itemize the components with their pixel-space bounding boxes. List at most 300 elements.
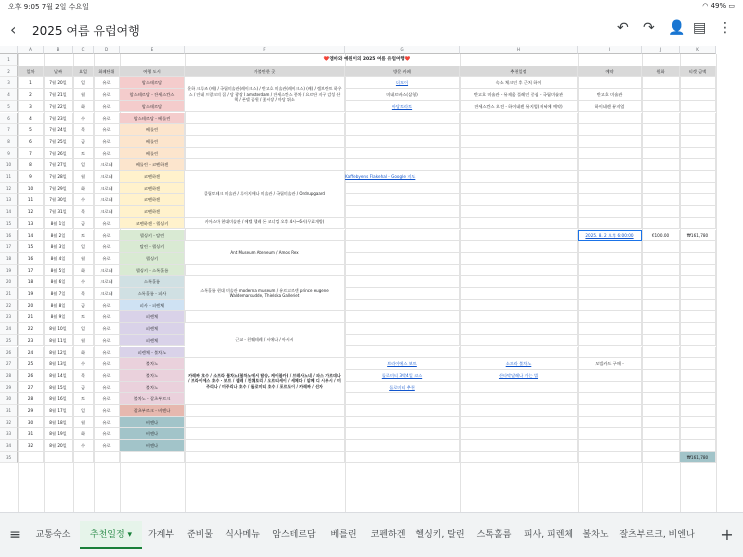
row-number[interactable]: 24: [0, 323, 18, 335]
city-cell[interactable]: 암스테르담 - 베를린: [120, 113, 185, 125]
row-number[interactable]: 2: [0, 66, 18, 78]
day-cell[interactable]: 22: [18, 323, 44, 335]
table-cell[interactable]: [642, 393, 680, 405]
currency-cell[interactable]: 크로네: [94, 194, 120, 206]
reservation-cell[interactable]: 모빌카드 구매 -: [578, 358, 642, 370]
table-cell[interactable]: [642, 382, 680, 394]
row-number[interactable]: 27: [0, 358, 18, 370]
currency-cell[interactable]: 크로네: [94, 276, 120, 288]
row-number[interactable]: 12: [0, 183, 18, 195]
table-cell[interactable]: [94, 452, 120, 464]
table-cell[interactable]: [185, 405, 345, 417]
row-number[interactable]: 18: [0, 253, 18, 265]
date-cell[interactable]: 7월 24일: [44, 124, 73, 136]
table-cell[interactable]: [642, 288, 680, 300]
row-number[interactable]: 9: [0, 148, 18, 160]
day-cell[interactable]: 26: [18, 370, 44, 382]
table-cell[interactable]: [642, 265, 680, 277]
day-cell[interactable]: 17: [18, 265, 44, 277]
table-cell[interactable]: [345, 288, 460, 300]
day-cell[interactable]: 11: [18, 194, 44, 206]
sheet-tab[interactable]: 피사, 피렌체: [523, 530, 574, 540]
day-cell[interactable]: 30: [18, 417, 44, 429]
weekday-cell[interactable]: 수: [73, 113, 94, 125]
table-cell[interactable]: [642, 276, 680, 288]
table-cell[interactable]: [642, 89, 680, 101]
table-cell[interactable]: [185, 136, 345, 148]
date-cell[interactable]: 8월 8일: [44, 300, 73, 312]
table-cell[interactable]: [460, 393, 578, 405]
day-cell[interactable]: 13: [18, 218, 44, 230]
table-cell[interactable]: [642, 417, 680, 429]
table-cell[interactable]: [578, 206, 642, 218]
day-cell[interactable]: 23: [18, 335, 44, 347]
table-cell[interactable]: [680, 370, 716, 382]
table-cell[interactable]: [345, 230, 460, 242]
weekday-cell[interactable]: 화: [73, 428, 94, 440]
table-cell[interactable]: [460, 194, 578, 206]
date-cell[interactable]: 8월 10일: [44, 323, 73, 335]
table-cell[interactable]: [345, 159, 460, 171]
table-cell[interactable]: [578, 253, 642, 265]
table-cell[interactable]: [185, 452, 345, 464]
table-cell[interactable]: [642, 370, 680, 382]
row-number[interactable]: 6: [0, 113, 18, 125]
table-cell[interactable]: [345, 241, 460, 253]
table-cell[interactable]: [460, 218, 578, 230]
table-cell[interactable]: [460, 323, 578, 335]
table-cell[interactable]: [345, 393, 460, 405]
city-cell[interactable]: 암스테르담: [120, 101, 185, 113]
table-cell[interactable]: [460, 405, 578, 417]
table-cell[interactable]: [680, 428, 716, 440]
currency-cell[interactable]: 유로: [94, 382, 120, 394]
currency-cell[interactable]: 유로: [94, 323, 120, 335]
date-cell[interactable]: 8월 18일: [44, 417, 73, 429]
table-cell[interactable]: [680, 148, 716, 160]
table-cell[interactable]: [680, 405, 716, 417]
date-cell[interactable]: 7월 27일: [44, 159, 73, 171]
row-number[interactable]: 28: [0, 370, 18, 382]
column-header-g[interactable]: G: [345, 46, 460, 54]
weekday-cell[interactable]: 월: [73, 253, 94, 265]
day-cell[interactable]: 8: [18, 159, 44, 171]
places-florence[interactable]: 근교 - 친퀘테레 / 시에나 / 아시시: [185, 323, 345, 358]
table-cell[interactable]: [460, 124, 578, 136]
sheet-tab[interactable]: 교통숙소: [35, 530, 71, 540]
table-cell[interactable]: [185, 230, 345, 242]
sheet-tab[interactable]: 스톡홀름: [476, 530, 512, 540]
cafe-cell[interactable]: 미네르바스(삼청): [345, 89, 460, 101]
table-cell[interactable]: [578, 311, 642, 323]
date-cell[interactable]: 8월 15일: [44, 382, 73, 394]
currency-cell[interactable]: 유로: [94, 300, 120, 312]
table-cell[interactable]: [642, 347, 680, 359]
row-number[interactable]: 17: [0, 241, 18, 253]
date-cell[interactable]: 8월 4일: [44, 253, 73, 265]
day-cell[interactable]: 31: [18, 428, 44, 440]
table-cell[interactable]: [642, 335, 680, 347]
city-cell[interactable]: 잘츠부르크 - 비엔나: [120, 405, 185, 417]
table-cell[interactable]: [578, 218, 642, 230]
row-number[interactable]: 19: [0, 265, 18, 277]
currency-cell[interactable]: 유로: [94, 113, 120, 125]
currency-cell[interactable]: 유로: [94, 440, 120, 452]
date-cell[interactable]: 7월 31일: [44, 206, 73, 218]
date-cell[interactable]: 7월 20일: [44, 77, 73, 89]
table-cell[interactable]: [345, 124, 460, 136]
city-cell[interactable]: 코펜하겐: [120, 206, 185, 218]
table-cell[interactable]: [185, 428, 345, 440]
total-cell[interactable]: ₩161,780: [680, 452, 716, 464]
table-cell[interactable]: [460, 276, 578, 288]
table-cell[interactable]: [345, 417, 460, 429]
currency-cell[interactable]: 유로: [94, 358, 120, 370]
day-cell[interactable]: 1: [18, 77, 44, 89]
sheet-tab[interactable]: 볼차노: [582, 530, 609, 540]
row-number[interactable]: 31: [0, 405, 18, 417]
table-cell[interactable]: [680, 393, 716, 405]
table-cell[interactable]: [345, 440, 460, 452]
table-cell[interactable]: [345, 452, 460, 464]
city-cell[interactable]: 암스테르담: [120, 77, 185, 89]
table-cell[interactable]: [680, 253, 716, 265]
undo-icon[interactable]: ↶: [617, 20, 629, 36]
table-header[interactable]: 원화: [642, 66, 680, 78]
city-cell[interactable]: 베를린: [120, 124, 185, 136]
weekday-cell[interactable]: 일: [73, 323, 94, 335]
table-cell[interactable]: [185, 113, 345, 125]
currency-cell[interactable]: 유로: [94, 393, 120, 405]
table-cell[interactable]: [345, 218, 460, 230]
weekday-cell[interactable]: 수: [73, 440, 94, 452]
city-cell[interactable]: 헬싱키 - 스톡홀름: [120, 265, 185, 277]
cafe-link[interactable]: 브라이에스 보트: [345, 358, 460, 370]
weekday-cell[interactable]: 토: [73, 311, 94, 323]
table-cell[interactable]: [578, 370, 642, 382]
city-cell[interactable]: 볼차노: [120, 358, 185, 370]
weekday-cell[interactable]: 월: [73, 171, 94, 183]
table-cell[interactable]: [460, 113, 578, 125]
currency-cell[interactable]: 유로: [94, 148, 120, 160]
date-cell[interactable]: 7월 23일: [44, 113, 73, 125]
city-cell[interactable]: 비엔나: [120, 440, 185, 452]
date-cell[interactable]: 7월 22일: [44, 101, 73, 113]
table-cell[interactable]: [578, 124, 642, 136]
sheet-tab[interactable]: 헬싱키, 탈린: [415, 530, 465, 540]
date-cell[interactable]: 8월 16일: [44, 393, 73, 405]
date-cell[interactable]: 8월 17일: [44, 405, 73, 417]
table-cell[interactable]: [680, 124, 716, 136]
table-cell[interactable]: [642, 183, 680, 195]
sheet-tab[interactable]: 추천일정 ▾: [80, 521, 142, 549]
currency-cell[interactable]: 유로: [94, 428, 120, 440]
table-cell[interactable]: [680, 218, 716, 230]
date-cell[interactable]: 8월 3일: [44, 241, 73, 253]
table-cell[interactable]: [642, 206, 680, 218]
currency-cell[interactable]: 유로: [94, 218, 120, 230]
sheet-tab[interactable]: 식사메뉴: [225, 530, 260, 540]
row-number[interactable]: 35: [0, 452, 18, 464]
add-sheet-icon[interactable]: +: [720, 525, 734, 544]
weekday-cell[interactable]: 일: [73, 159, 94, 171]
table-cell[interactable]: [345, 311, 460, 323]
krw-cell[interactable]: ₩161,780: [680, 230, 716, 242]
table-cell[interactable]: [460, 300, 578, 312]
row-number[interactable]: 34: [0, 440, 18, 452]
city-cell[interactable]: 비엔나: [120, 428, 185, 440]
table-header[interactable]: 요일: [73, 66, 94, 78]
date-cell[interactable]: 7월 30일: [44, 194, 73, 206]
table-cell[interactable]: [642, 253, 680, 265]
weekday-cell[interactable]: 월: [73, 417, 94, 429]
table-cell[interactable]: [680, 194, 716, 206]
table-cell[interactable]: [578, 265, 642, 277]
table-cell[interactable]: [680, 171, 716, 183]
table-cell[interactable]: [185, 148, 345, 160]
currency-cell[interactable]: 유로: [94, 124, 120, 136]
weekday-cell[interactable]: 목: [73, 370, 94, 382]
table-cell[interactable]: [460, 241, 578, 253]
row-number[interactable]: 25: [0, 335, 18, 347]
column-header-i[interactable]: I: [578, 46, 642, 54]
date-cell[interactable]: 8월 14일: [44, 370, 73, 382]
table-cell[interactable]: [460, 265, 578, 277]
recommend-cell[interactable]: 잔세스칸스 오전 - 하이네켄 뮤지엄(저녁에 예약): [460, 101, 578, 113]
currency-cell[interactable]: 유로: [94, 101, 120, 113]
day-cell[interactable]: 9: [18, 171, 44, 183]
date-cell[interactable]: 7월 28일: [44, 171, 73, 183]
table-cell[interactable]: [345, 276, 460, 288]
day-cell[interactable]: 3: [18, 101, 44, 113]
currency-cell[interactable]: 크로네: [94, 183, 120, 195]
weekday-cell[interactable]: 목: [73, 124, 94, 136]
table-cell[interactable]: [460, 159, 578, 171]
table-cell[interactable]: [460, 440, 578, 452]
city-cell[interactable]: 피렌체: [120, 323, 185, 335]
city-cell[interactable]: 볼차노: [120, 382, 185, 394]
table-cell[interactable]: [642, 136, 680, 148]
table-cell[interactable]: [345, 136, 460, 148]
table-cell[interactable]: [578, 159, 642, 171]
sheet-tab[interactable]: 잘츠부르크, 비엔나: [619, 530, 695, 540]
add-person-icon[interactable]: 👤: [668, 20, 686, 36]
table-cell[interactable]: [73, 452, 94, 464]
table-cell[interactable]: [460, 253, 578, 265]
table-cell[interactable]: [578, 393, 642, 405]
table-cell[interactable]: [680, 417, 716, 429]
city-cell[interactable]: 피렌체 - 볼차노: [120, 347, 185, 359]
table-cell[interactable]: [345, 300, 460, 312]
reservation-cell[interactable]: 반고흐 미술관: [578, 89, 642, 101]
table-cell[interactable]: [460, 428, 578, 440]
table-cell[interactable]: [345, 194, 460, 206]
table-header[interactable]: 날짜: [44, 66, 73, 78]
table-header[interactable]: 화폐단위: [94, 66, 120, 78]
table-cell[interactable]: [345, 347, 460, 359]
reservation-link[interactable]: 2025. 8. 2 오후 6:00:00: [578, 230, 642, 242]
day-cell[interactable]: 15: [18, 241, 44, 253]
table-cell[interactable]: [120, 452, 185, 464]
weekday-cell[interactable]: 화: [73, 101, 94, 113]
table-cell[interactable]: [345, 428, 460, 440]
table-header[interactable]: 가볼만한 곳: [185, 66, 345, 78]
row-number[interactable]: 29: [0, 382, 18, 394]
select-all-corner[interactable]: [0, 46, 18, 54]
row-number[interactable]: 14: [0, 206, 18, 218]
more-icon[interactable]: ⋮: [718, 20, 732, 36]
table-cell[interactable]: [460, 311, 578, 323]
city-cell[interactable]: 코펜하겐: [120, 183, 185, 195]
recommend-cell[interactable]: 숙소 체크인 후 근처 하이: [460, 77, 578, 89]
table-cell[interactable]: [680, 159, 716, 171]
table-cell[interactable]: [642, 218, 680, 230]
table-header[interactable]: 일차: [18, 66, 44, 78]
recommend-link[interactable]: 소프라 볼차노: [460, 358, 578, 370]
city-cell[interactable]: 베를린: [120, 148, 185, 160]
date-cell[interactable]: 8월 13일: [44, 358, 73, 370]
weekday-cell[interactable]: 토: [73, 148, 94, 160]
table-cell[interactable]: [185, 417, 345, 429]
table-cell[interactable]: [680, 335, 716, 347]
date-cell[interactable]: 8월 7일: [44, 288, 73, 300]
table-cell[interactable]: [460, 148, 578, 160]
sheet-tab[interactable]: 준비물: [186, 530, 214, 540]
weekday-cell[interactable]: 월: [73, 335, 94, 347]
weekday-cell[interactable]: 목: [73, 206, 94, 218]
weekday-cell[interactable]: 일: [73, 241, 94, 253]
table-cell[interactable]: [642, 171, 680, 183]
table-cell[interactable]: [578, 113, 642, 125]
places-helsinki[interactable]: 키아스마 현대미술관 / 에텔 헬레 돈 코너킹 오후 4시~6시(무료개방): [185, 218, 345, 230]
cafe-link[interactable]: Kaffebyens Flakehal - Google 지도: [345, 171, 460, 183]
table-cell[interactable]: [642, 113, 680, 125]
table-cell[interactable]: [44, 452, 73, 464]
places-stockholm[interactable]: 스톡홀름 현대 미술관 moderna museum / 유르고르덴 prince eugene Waldemarsudde, Thielska Galleriet: [185, 276, 345, 311]
column-header-k[interactable]: K: [680, 46, 716, 54]
currency-cell[interactable]: 유로: [94, 417, 120, 429]
day-cell[interactable]: 27: [18, 382, 44, 394]
day-cell[interactable]: 7: [18, 148, 44, 160]
table-cell[interactable]: [680, 101, 716, 113]
city-cell[interactable]: 암스테르담 - 잔세스칸스: [120, 89, 185, 101]
table-cell[interactable]: [578, 417, 642, 429]
row-number[interactable]: 22: [0, 300, 18, 312]
column-header-b[interactable]: B: [44, 46, 73, 54]
table-cell[interactable]: [642, 101, 680, 113]
weekday-cell[interactable]: 월: [73, 89, 94, 101]
city-cell[interactable]: 베를린 - 코펜하겐: [120, 159, 185, 171]
table-cell[interactable]: [680, 288, 716, 300]
date-cell[interactable]: 8월 6일: [44, 276, 73, 288]
currency-cell[interactable]: 유로: [94, 253, 120, 265]
row-number[interactable]: 13: [0, 194, 18, 206]
day-cell[interactable]: 16: [18, 253, 44, 265]
row-number[interactable]: 21: [0, 288, 18, 300]
currency-cell[interactable]: 유로: [94, 335, 120, 347]
table-cell[interactable]: [578, 405, 642, 417]
column-header-a[interactable]: A: [18, 46, 44, 54]
row-number[interactable]: 23: [0, 311, 18, 323]
table-cell[interactable]: [578, 347, 642, 359]
table-cell[interactable]: [345, 148, 460, 160]
table-cell[interactable]: [185, 311, 345, 323]
day-cell[interactable]: 14: [18, 230, 44, 242]
row-number[interactable]: 16: [0, 230, 18, 242]
day-cell[interactable]: 21: [18, 311, 44, 323]
day-cell[interactable]: 19: [18, 288, 44, 300]
column-header-d[interactable]: D: [94, 46, 120, 54]
cafe-link[interactable]: 아담토라토: [345, 101, 460, 113]
currency-cell[interactable]: 유로: [94, 241, 120, 253]
table-cell[interactable]: [578, 77, 642, 89]
table-cell[interactable]: [578, 241, 642, 253]
currency-cell[interactable]: 크로네: [94, 171, 120, 183]
table-header[interactable]: 티켓 금액: [680, 66, 716, 78]
day-cell[interactable]: 24: [18, 347, 44, 359]
city-cell[interactable]: 볼차노: [120, 370, 185, 382]
table-cell[interactable]: [680, 113, 716, 125]
date-cell[interactable]: 8월 11일: [44, 335, 73, 347]
weekday-cell[interactable]: 토: [73, 393, 94, 405]
date-cell[interactable]: 7월 29일: [44, 183, 73, 195]
table-cell[interactable]: [578, 300, 642, 312]
weekday-cell[interactable]: 일: [73, 405, 94, 417]
weekday-cell[interactable]: 금: [73, 218, 94, 230]
currency-cell[interactable]: 유로: [94, 370, 120, 382]
city-cell[interactable]: 스톡홀름: [120, 276, 185, 288]
table-cell[interactable]: [642, 428, 680, 440]
currency-cell[interactable]: 유로: [94, 77, 120, 89]
weekday-cell[interactable]: 화: [73, 183, 94, 195]
table-cell[interactable]: [185, 124, 345, 136]
table-cell[interactable]: [680, 440, 716, 452]
date-cell[interactable]: 7월 26일: [44, 148, 73, 160]
table-cell[interactable]: [578, 276, 642, 288]
row-number[interactable]: 5: [0, 101, 18, 113]
table-header[interactable]: 추천일정: [460, 66, 578, 78]
table-cell[interactable]: [680, 311, 716, 323]
table-cell[interactable]: [642, 311, 680, 323]
day-cell[interactable]: 32: [18, 440, 44, 452]
doc-title[interactable]: 2025 여름 유럽여행: [32, 24, 140, 38]
table-cell[interactable]: [642, 405, 680, 417]
date-cell[interactable]: 8월 12일: [44, 347, 73, 359]
table-cell[interactable]: [578, 323, 642, 335]
table-cell[interactable]: [185, 265, 345, 277]
day-cell[interactable]: 5: [18, 124, 44, 136]
row-number[interactable]: 33: [0, 428, 18, 440]
weekday-cell[interactable]: 금: [73, 136, 94, 148]
currency-cell[interactable]: 크로네: [94, 159, 120, 171]
currency-cell[interactable]: 유로: [94, 89, 120, 101]
weekday-cell[interactable]: 금: [73, 300, 94, 312]
euro-cell[interactable]: €100.00: [642, 230, 680, 242]
table-cell[interactable]: [642, 194, 680, 206]
table-cell[interactable]: [642, 124, 680, 136]
weekday-cell[interactable]: 수: [73, 276, 94, 288]
table-cell[interactable]: [578, 194, 642, 206]
table-cell[interactable]: [578, 428, 642, 440]
table-cell[interactable]: [680, 77, 716, 89]
day-cell[interactable]: 4: [18, 113, 44, 125]
table-cell[interactable]: [578, 136, 642, 148]
sheet-tab[interactable]: 코펜하겐: [370, 530, 406, 540]
table-cell[interactable]: [460, 288, 578, 300]
table-header[interactable]: 방문 카페: [345, 66, 460, 78]
table-cell[interactable]: [460, 347, 578, 359]
weekday-cell[interactable]: 화: [73, 265, 94, 277]
